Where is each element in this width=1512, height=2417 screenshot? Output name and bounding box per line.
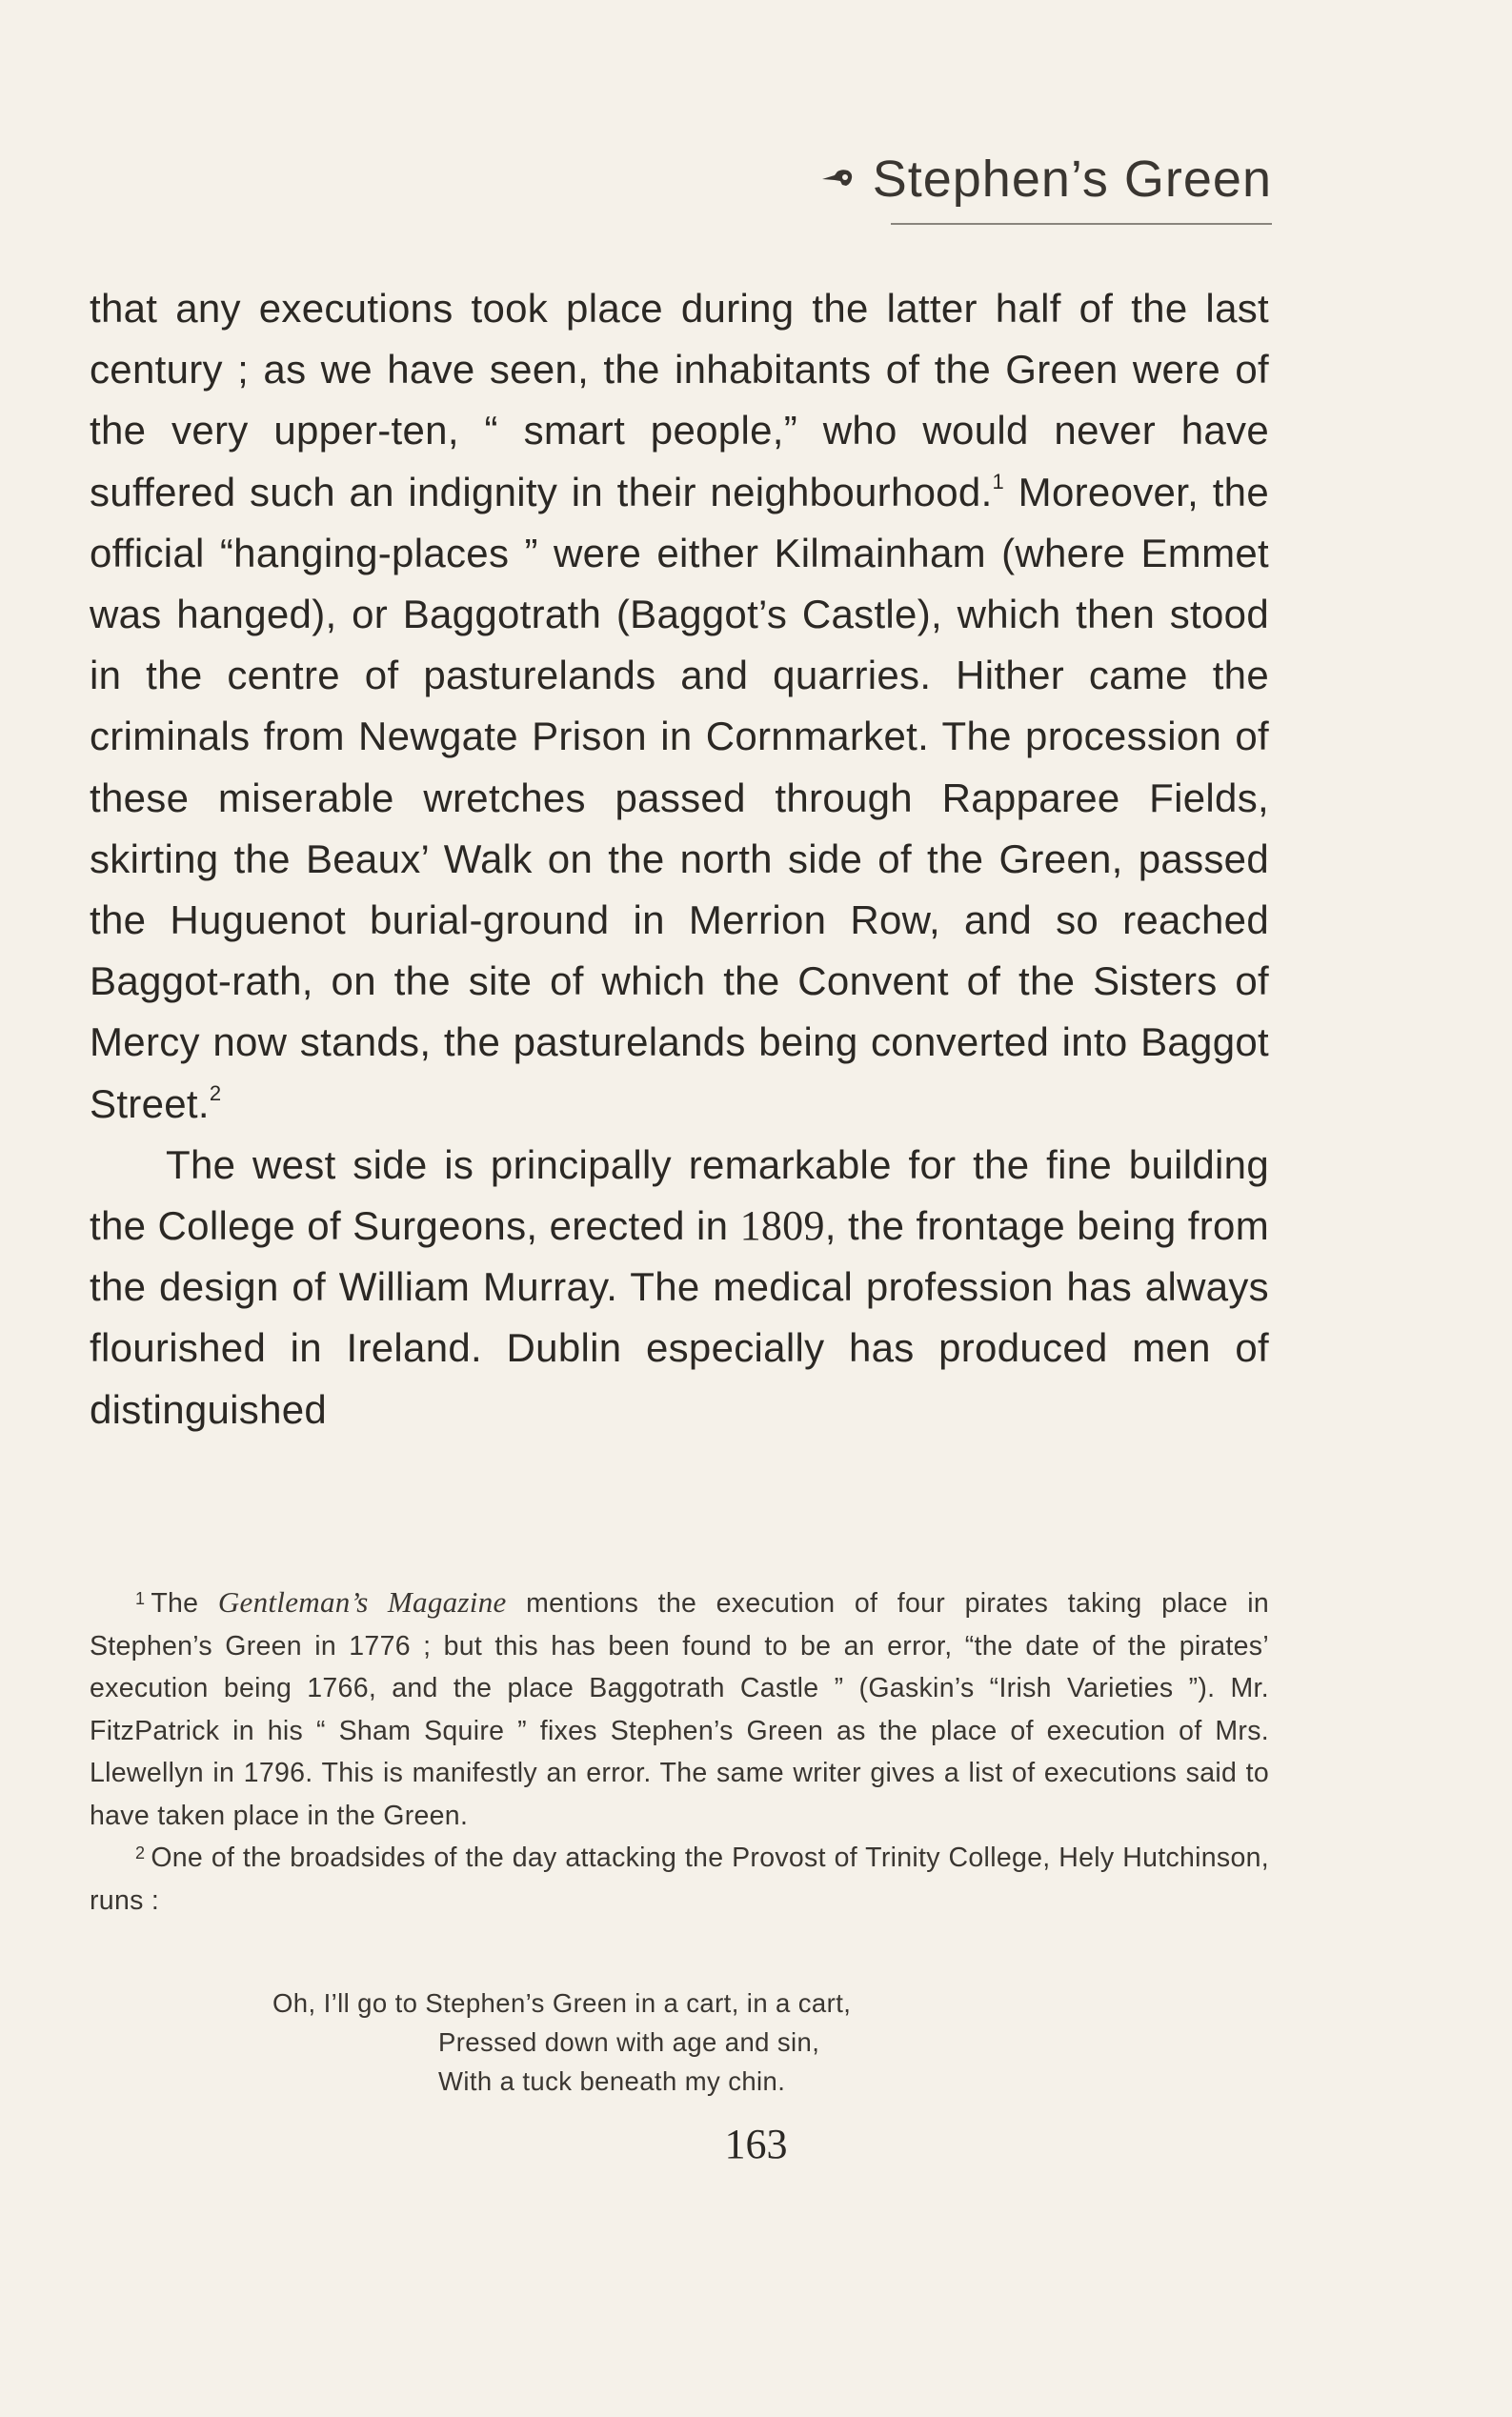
footnote-1-text-b: mentions the execution of four pirates taking place in Stephen’s Green in 1776 ; but this has been found to be an error, “the date of the pirates’ execution being 1766, and the place Baggotrath Castle ” (Gaskin’s “Irish Varieties ”). Mr. FitzPatrick in his “ Sham Squire ” fixes Stephen’s Green as the place of execution of Mrs. Llewellyn in 1796. This is manifestly an error. The same writer gives a list of executions said to have taken place in the Green. xyxy=(90,1588,1270,1831)
paragraph-2-text-a: The west side is principally remarkable for the fine building the College of Surgeons, erected in xyxy=(90,1141,1269,1249)
footnote-1-mark: 1 xyxy=(135,1589,146,1608)
body-text xyxy=(90,278,1269,1440)
footnote-ref-1: 1 xyxy=(992,469,1005,493)
pointing-hand-icon xyxy=(821,166,854,193)
running-head-rule xyxy=(891,223,1272,225)
running-head-title: Stephen’s Green xyxy=(872,151,1272,208)
footnote-2-text: One of the broadsides of the day attacking the Provost of Trinity College, Hely Hutchinson, runs : xyxy=(90,1843,1269,1916)
magazine-title: Gentleman’s Magazine xyxy=(217,1585,507,1619)
footnote-ref-2: 2 xyxy=(209,1080,222,1105)
verse-line-1: Oh, I’ll go to Stephen’s Green in a cart, in a cart, xyxy=(272,1988,852,2018)
verse-quote xyxy=(90,1984,1269,2101)
verse-line-3: With a tuck beneath my chin. xyxy=(438,2066,786,2096)
footnote-1 xyxy=(90,1581,1269,1837)
footnote-2-mark: 2 xyxy=(135,1843,146,1863)
footnote-2 xyxy=(90,1837,1269,1922)
footnote-1-text-a: The xyxy=(151,1588,218,1619)
running-head xyxy=(772,141,1272,217)
page-number: 163 xyxy=(724,2121,788,2167)
footnotes xyxy=(90,1581,1269,1922)
verse-line-2: Pressed down with age and sin, xyxy=(438,2027,820,2057)
paragraph-1-text-b: Moreover, the official “hanging-places ” were either Kilmainham (where Emmet was hanged), or Baggotrath (Baggot’s Castle), which then stood in the centre of pasturelands and quarries. Hither came the criminals from Newgate Prison in Cornmarket. The procession of these miserable wretches passed through Rapparee Fields, skirting the Beaux’ Walk on the north side of the Green, passed the Huguenot burial-ground in Merrion Row, and so reached Baggot-rath, on the site of which the Convent of the Sisters of Mercy now stands, the pasturelands being converted into Baggot Street. xyxy=(90,469,1269,1126)
paragraph-2 xyxy=(90,1135,1269,1440)
paragraph-1-text-a: that any executions took place during the latter half of the last century ; as we have seen, the inhabitants of the Green were of the very upper-ten, “ smart people,” who would never have suffered such an indignity in their neighbourhood. xyxy=(90,286,1269,514)
paragraph-1 xyxy=(90,278,1269,1135)
paragraph-2-text-b: , the frontage being from the design of William Murray. The medical profession has always flourished in Ireland. Dublin especially has produced men of distinguished xyxy=(90,1203,1269,1432)
year-1809: 1809 xyxy=(739,1202,825,1250)
